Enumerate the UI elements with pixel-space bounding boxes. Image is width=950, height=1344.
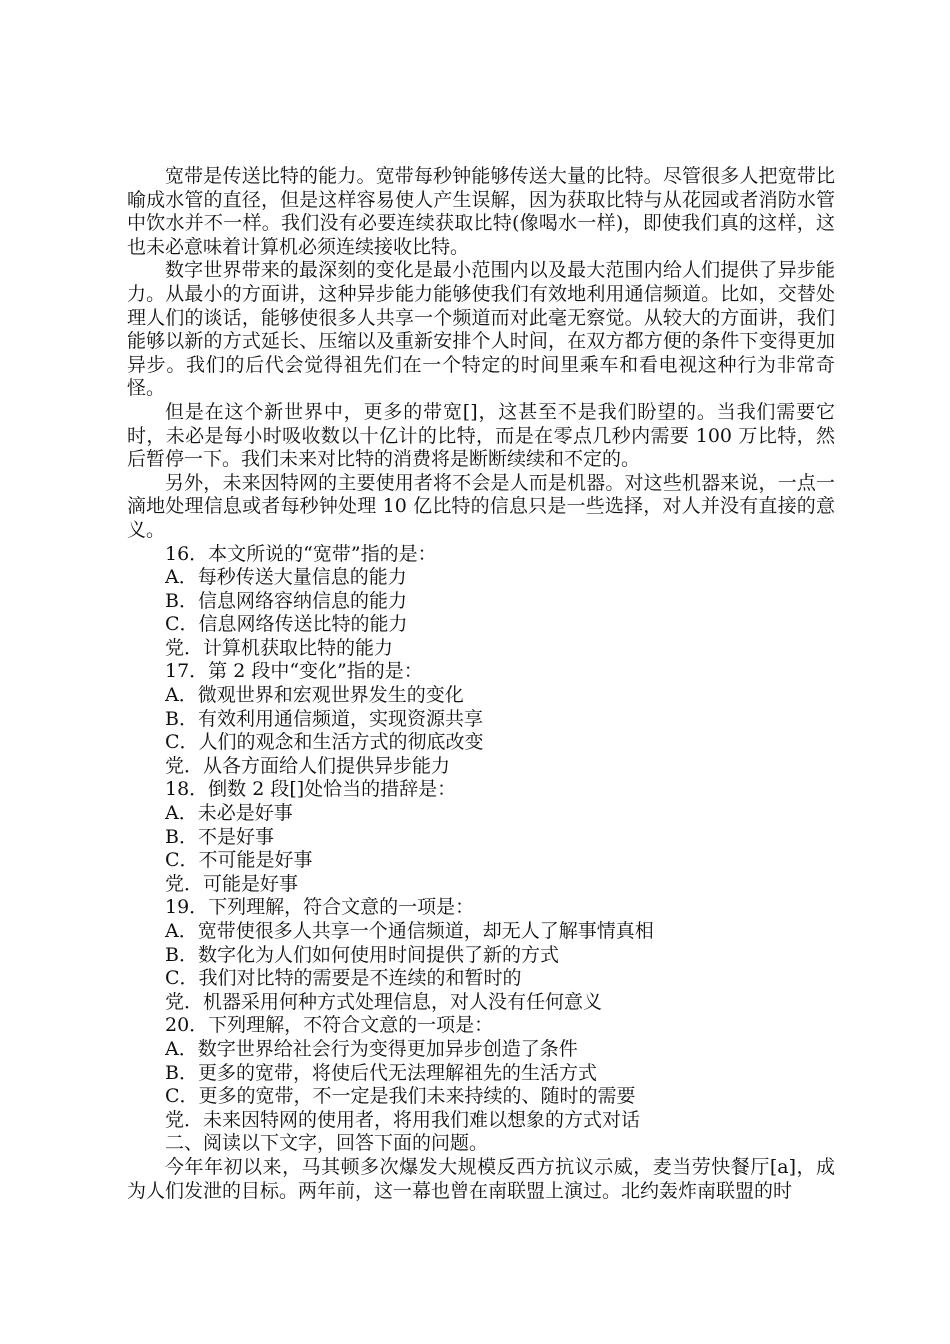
question-18-option-a: A．未必是好事 (165, 802, 293, 825)
section-2-paragraph: 今年年初以来，马其顿多次爆发大规模反西方抗议示威，麦当劳快餐厅[a]，成为人们发泄的目标。两年前，这一幕也曾在南联盟上演过。北约轰炸南联盟的时 (127, 1155, 835, 1202)
question-16-option-a: A．每秒传送大量信息的能力 (165, 566, 407, 589)
question-20-option-d: 党．未来因特网的使用者，将用我们难以想象的方式对话 (165, 1108, 641, 1131)
question-19: 19．下列理解，符合文意的一项是： (165, 896, 475, 919)
question-17-option-a: A．微观世界和宏观世界发生的变化 (165, 684, 464, 707)
question-19-option-c: C．我们对比特的需要是不连续的和暂时的 (165, 967, 522, 990)
question-20-option-b: B．更多的宽带，将使后代无法理解祖先的生活方式 (165, 1061, 597, 1084)
question-20-option-c: C．更多的宽带，不一定是我们未来持续的、随时的需要 (165, 1085, 636, 1108)
passage-paragraph-3: 但是在这个新世界中，更多的带宽[]，这甚至不是我们盼望的。当我们需要它时，未必是每小时吸收数以十亿计的比特，而是在零点几秒内需要 100 万比特，然后暂停一下。我们未来对比特的消费将是断断续续和不定的。 (127, 400, 835, 471)
section-2-heading: 二、阅读以下文字，回答下面的问题。 (165, 1132, 489, 1155)
question-18-option-c: C．不可能是好事 (165, 849, 313, 872)
question-19-option-d: 党．机器采用何种方式处理信息，对人没有任何意义 (165, 990, 603, 1013)
question-17: 17．第 2 段中“变化”指的是： (165, 660, 423, 683)
question-20: 20．下列理解，不符合文意的一项是： (165, 1014, 494, 1037)
question-16-option-d: 党．计算机获取比特的能力 (165, 636, 394, 659)
document-page (127, 165, 835, 1203)
question-20-option-a: A．数字世界给社会行为变得更加异步创造了条件 (165, 1037, 578, 1060)
passage-paragraph-4: 另外，未来因特网的主要使用者将不会是人而是机器。对这些机器来说，一点一滴地处理信息或者每秒钟处理 10 亿比特的信息只是一些选择，对人并没有直接的意义。 (127, 471, 835, 541)
question-16: 16．本文所说的“宽带”指的是： (165, 542, 437, 565)
question-18-option-b: B．不是好事 (165, 825, 274, 848)
passage-paragraph-1: 宽带是传送比特的能力。宽带每秒钟能够传送大量的比特。尽管很多人把宽带比喻成水管的直径，但是这样容易使人产生误解，因为获取比特与从花园或者消防水管中饮水并不一样。我们没有必要连续获取比特(像喝水一样)，即使我们真的这样，这也未必意味着计算机必须连续接收比特。 (127, 165, 835, 258)
question-17-option-d: 党．从各方面给人们提供异步能力 (165, 754, 451, 777)
question-19-option-b: B．数字化为人们如何使用时间提供了新的方式 (165, 943, 559, 966)
question-16-option-b: B．信息网络容纳信息的能力 (165, 589, 407, 612)
question-17-option-b: B．有效利用通信频道，实现资源共享 (165, 707, 483, 730)
question-19-option-a: A．宽带使很多人共享一个通信频道，却无人了解事情真相 (165, 920, 654, 942)
question-18-option-d: 党．可能是好事 (165, 872, 299, 895)
question-16-option-c: C．信息网络传送比特的能力 (165, 613, 408, 636)
question-17-option-c: C．人们的观念和生活方式的彻底改变 (165, 731, 484, 754)
passage-paragraph-2: 数字世界带来的最深刻的变化是最小范围内以及最大范围内给人们提供了异步能力。从最小的方面讲，这种异步能力能够使我们有效地利用通信频道。比如，交替处理人们的谈话，能够使很多人共享一个频道而对此毫无察觉。从较大的方面讲，我们能够以新的方式延长、压缩以及重新安排个人时间，在双方都方便的条件下变得更加异步。我们的后代会觉得祖先们在一个特定的时间里乘车和看电视这种行为非常奇怪。 (127, 259, 835, 400)
question-18: 18．倒数 2 段[]处恰当的措辞是： (165, 778, 457, 801)
